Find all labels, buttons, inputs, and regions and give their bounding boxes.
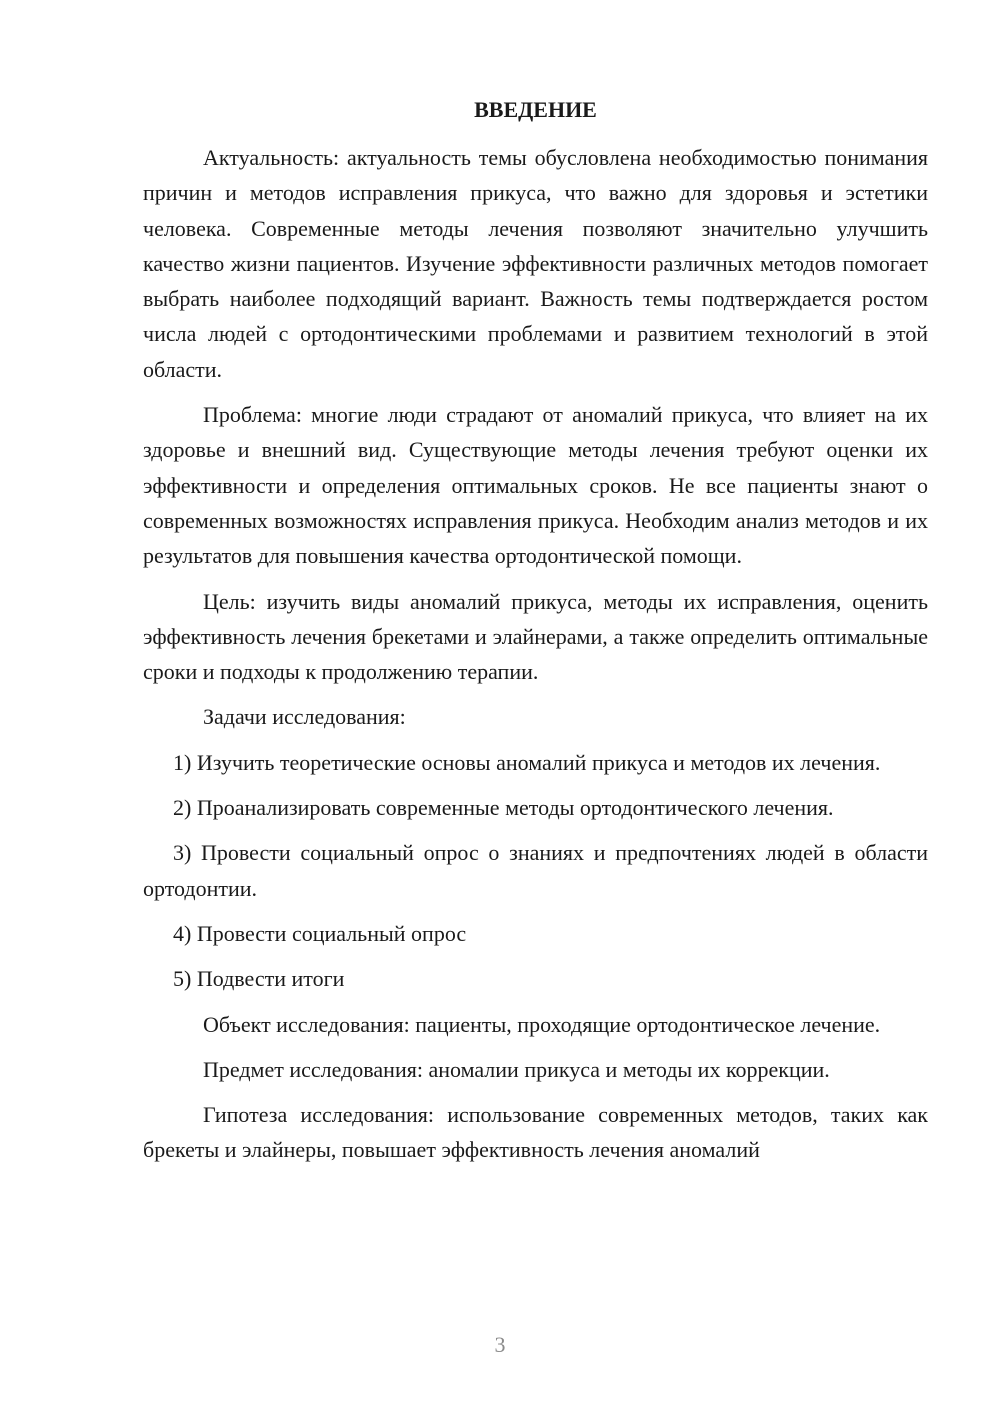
tasks-heading: Задачи исследования: — [203, 704, 406, 730]
task-item-1: 1) Изучить теоретические основы аномалий прикуса и методов их лечения. — [173, 749, 881, 775]
task-item-2: 2) Проанализировать современные методы ортодонтического лечения. — [173, 795, 834, 821]
task-item-3: 3) Провести социальный опрос о знаниях и предпочтениях людей в области ортодонтии. — [143, 840, 928, 901]
paragraph-hypothesis: Гипотеза исследования: использование современных методов, таких как брекеты и элайнеры, повышает эффективность лечения аномалий — [143, 1102, 928, 1163]
page-number: 3 — [494, 1332, 506, 1357]
document-page — [143, 90, 928, 1178]
paragraph-problem: Проблема: многие люди страдают от аномалий прикуса, что влияет на их здоровье и внешний вид. Существующие методы лечения требуют оценки их эффективности и определения оптимальных сроков. Не все пациенты знают о современных возможностях исправления прикуса. Необходим анализ методов и их результатов для повышения качества ортодонтической помощи. — [143, 402, 928, 569]
paragraph-relevance: Актуальность: актуальность темы обусловлена необходимостью понимания причин и методов исправления прикуса, что важно для здоровья и эстетики человека. Современные методы лечения позволяют значительно улучшить качество жизни пациентов. Изучение эффективности различных методов помогает выбрать наиболее подходящий вариант. Важность темы подтверждается ростом числа людей с ортодонтическими проблемами и развитием технологий в этой области. — [143, 145, 928, 382]
paragraph-subject: Предмет исследования: аномалии прикуса и методы их коррекции. — [203, 1056, 830, 1082]
paragraph-object: Объект исследования: пациенты, проходящие ортодонтическое лечение. — [203, 1011, 881, 1037]
task-item-5: 5) Подвести итоги — [173, 966, 345, 992]
document-title: ВВЕДЕНИЕ — [474, 97, 597, 122]
paragraph-goal: Цель: изучить виды аномалий прикуса, методы их исправления, оценить эффективность лечения брекетами и элайнерами, а также определить оптимальные сроки и подходы к продолжению терапии. — [143, 588, 928, 685]
task-item-4: 4) Провести социальный опрос — [173, 920, 467, 946]
